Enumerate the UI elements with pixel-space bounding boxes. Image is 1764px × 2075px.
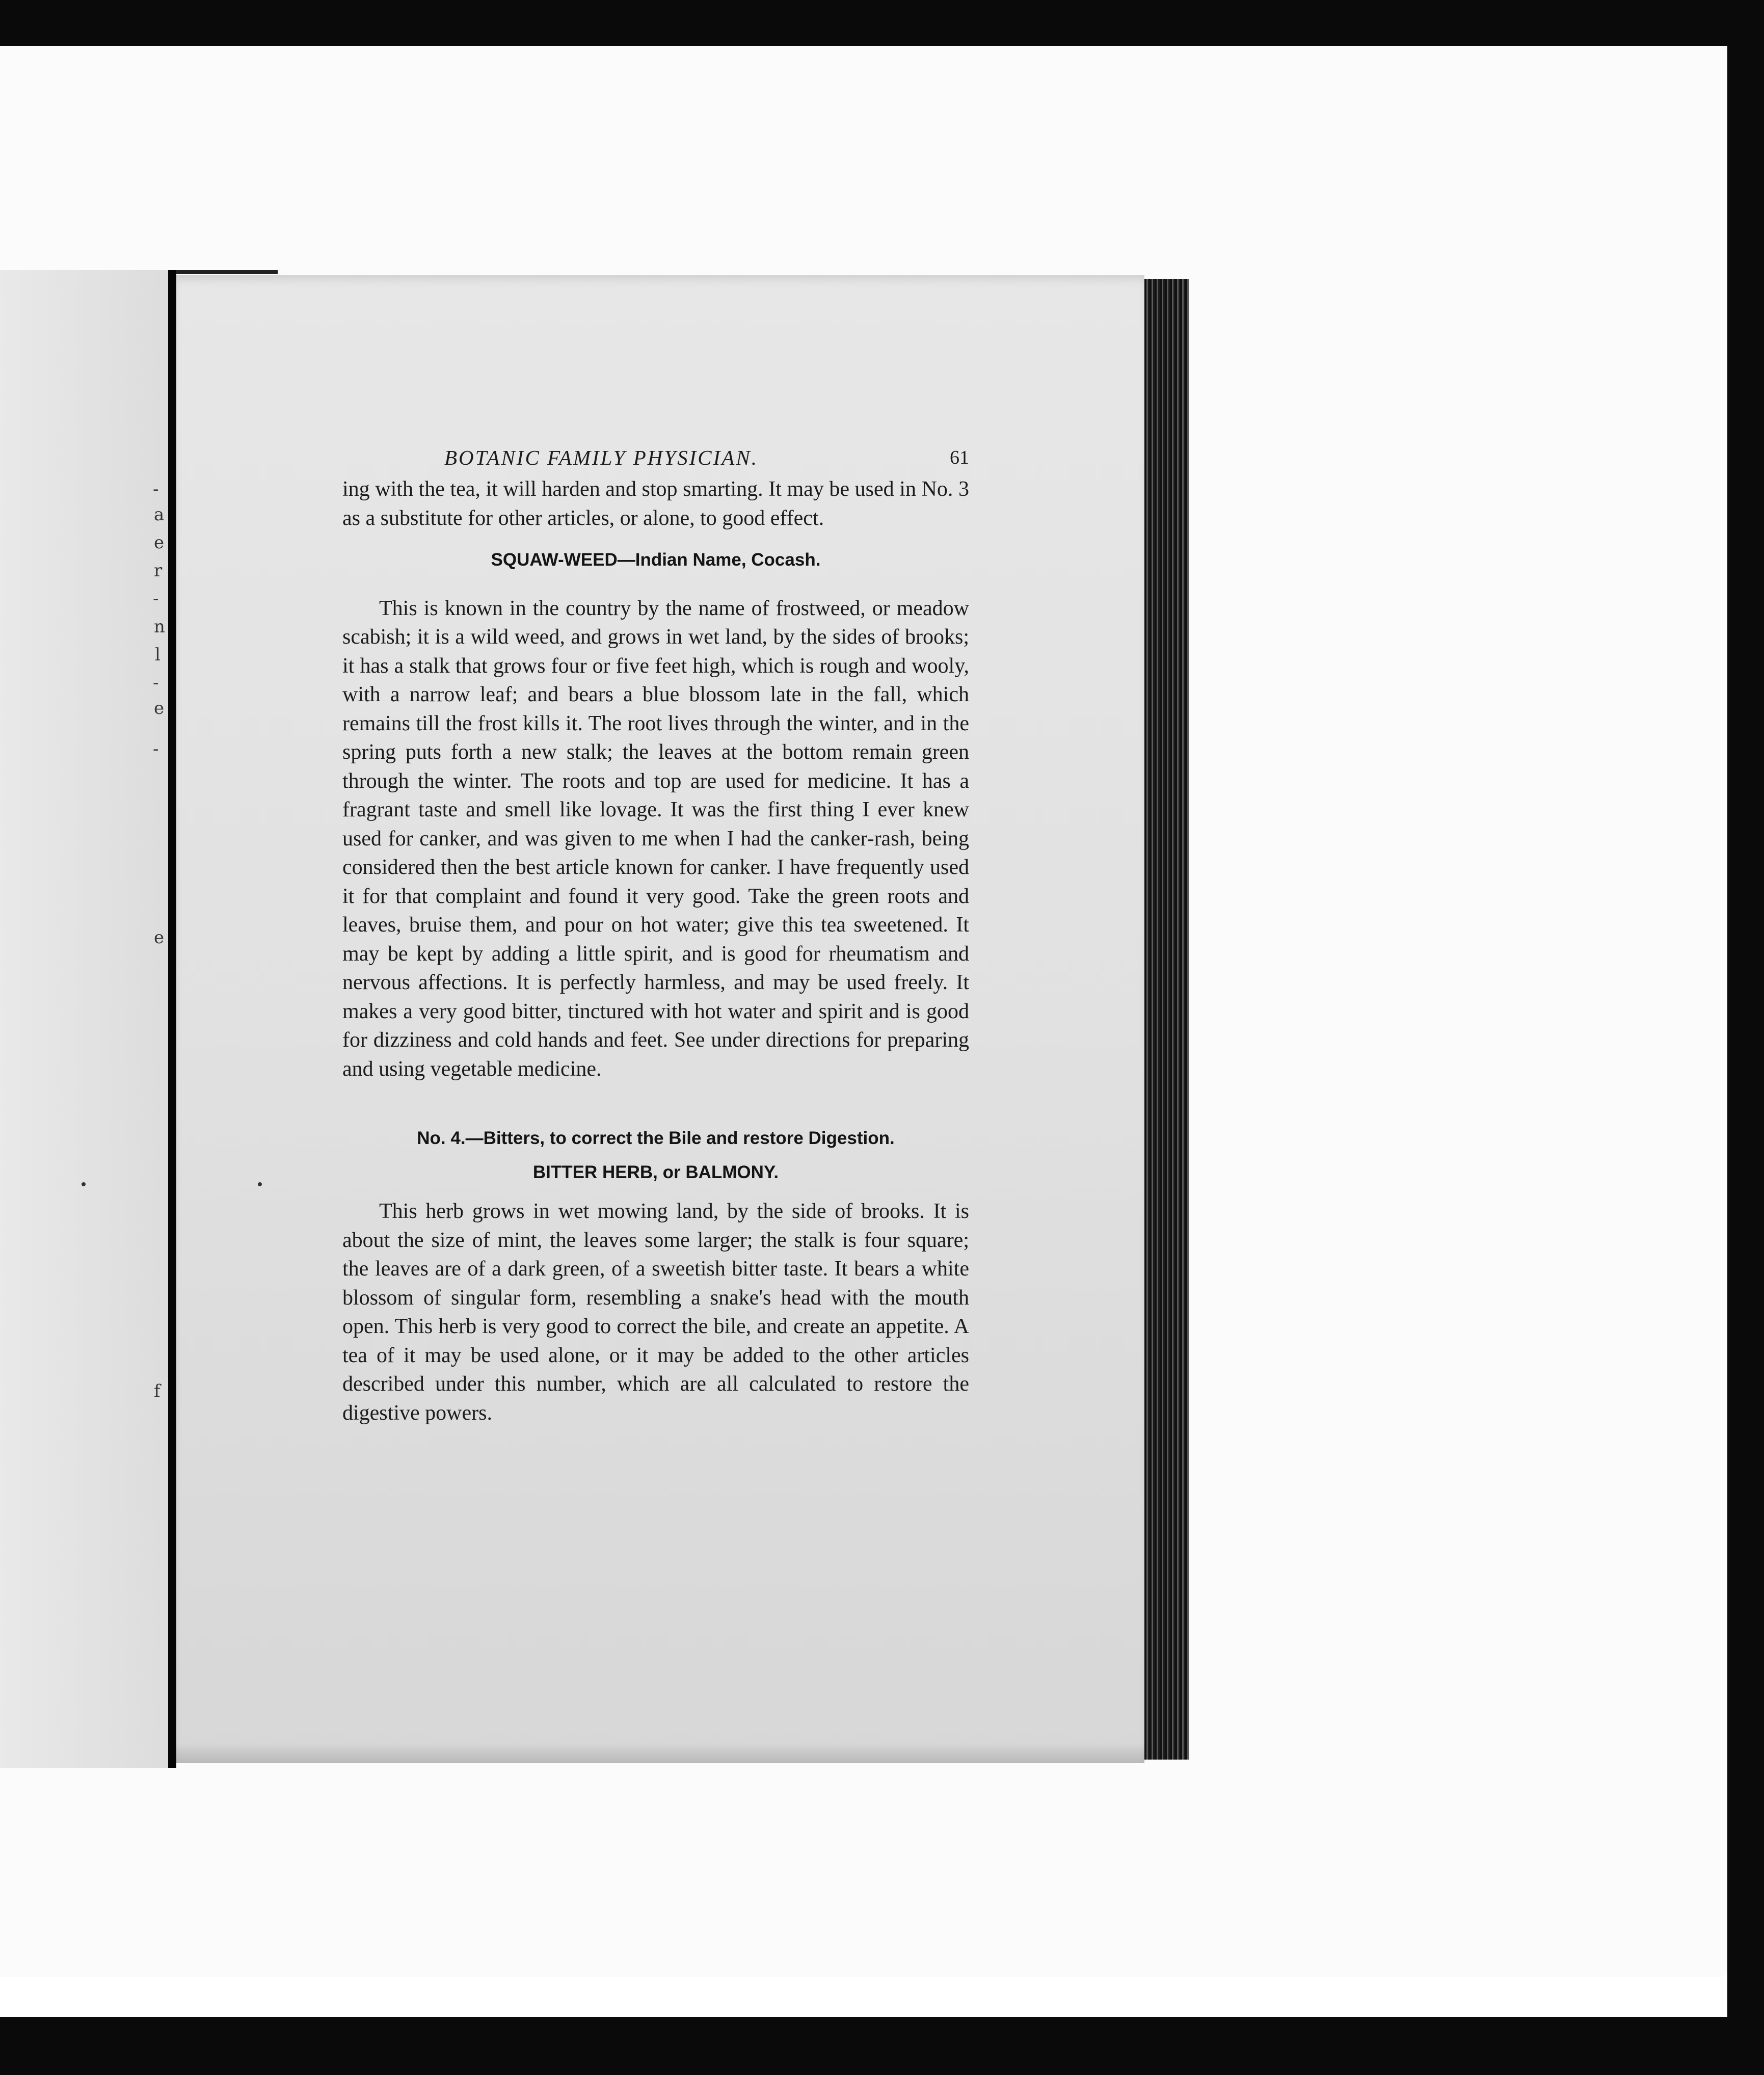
left-page-fragment: - <box>153 479 159 499</box>
continued-paragraph: ing with the tea, it will harden and stop smarting. It may be used in No. 3 as a substitute for other articles, or alone, to good effect. <box>342 477 969 530</box>
page-number: 61 <box>950 447 969 468</box>
left-page-fragment: f <box>154 1381 161 1401</box>
left-page-fragment: - <box>153 673 159 693</box>
left-page-fragment: e <box>154 533 165 553</box>
left-page-fragment: e <box>154 698 165 719</box>
left-page-fragment: a <box>154 504 165 525</box>
left-page-fragment: - <box>153 589 159 609</box>
page-edges <box>1144 279 1189 1760</box>
running-head <box>342 443 969 475</box>
section-heading-squaw-weed: SQUAW-WEED—Indian Name, Cocash. <box>491 550 821 570</box>
left-page <box>0 270 171 1768</box>
left-page-fragment: n <box>154 617 165 637</box>
left-page-fragment: l <box>155 645 161 665</box>
section-heading-bitters: No. 4.—Bitters, to correct the Bile and restore Digestion. <box>417 1128 895 1148</box>
page-text <box>342 443 969 1427</box>
left-page-fragment: r <box>154 561 163 581</box>
film-border-right <box>1727 31 1764 2033</box>
subheading-bitter-herb: BITTER HERB, or BALMONY. <box>532 1162 779 1182</box>
running-head-title: BOTANIC FAMILY PHYSICIAN. <box>444 446 758 469</box>
page-shadow <box>176 1743 1144 1763</box>
gutter-cap <box>176 270 278 274</box>
left-page-fragment: - <box>153 739 159 759</box>
book-gutter <box>168 270 176 1768</box>
left-page-fragment: e <box>154 927 165 948</box>
speck <box>82 1182 86 1186</box>
film-border-top <box>0 0 1764 46</box>
paragraph-bitter-herb: This herb grows in wet mowing land, by the side of brooks. It is about the size of mint, the leaves some larger; the stalk is four square; the leaves are of a dark green, of a sweetish bitter taste. It bears a white blossom of singular form, resembling a snake's head with the mouth open. This herb is very good to correct the bile, and create an appetite. A tea of it may be used alone, or it may be added to the other articles described under this number, which are all calculated to restore the digestive powers. <box>342 1200 969 1425</box>
paragraph-squaw-weed: This is known in the country by the name of frostweed, or meadow scabish; it is a wild weed, and grows in wet land, by the sides of brooks; it has a stalk that grows four or five feet high, which is rough and wooly, with a narrow leaf; and bears a blue blossom late in the fall, which remains till the frost kills it. The root lives through the winter, and in the spring puts forth a new stalk; the leaves at the bottom remain green through the winter. The roots and top are used for medicine. It has a fragrant taste and smell like lovage. It was the first thing I ever knew used for canker, and was given to me when I had the canker-rash, being considered then the best article known for canker. I have frequently used it for that complaint and found it very good. Take the green roots and leaves, bruise them, and pour on hot water; give this tea sweetened. It may be kept by adding a little spirit, and is good for rheumatism and nervous affections. It is perfectly harmless, and may be used freely. It makes a very good bitter, tinctured with hot water and spirit and is good for dizziness and cold hands and feet. See under directions for preparing and using vegetable medicine. <box>342 596 969 1081</box>
speck <box>258 1182 262 1186</box>
film-border-bottom <box>0 2017 1764 2075</box>
